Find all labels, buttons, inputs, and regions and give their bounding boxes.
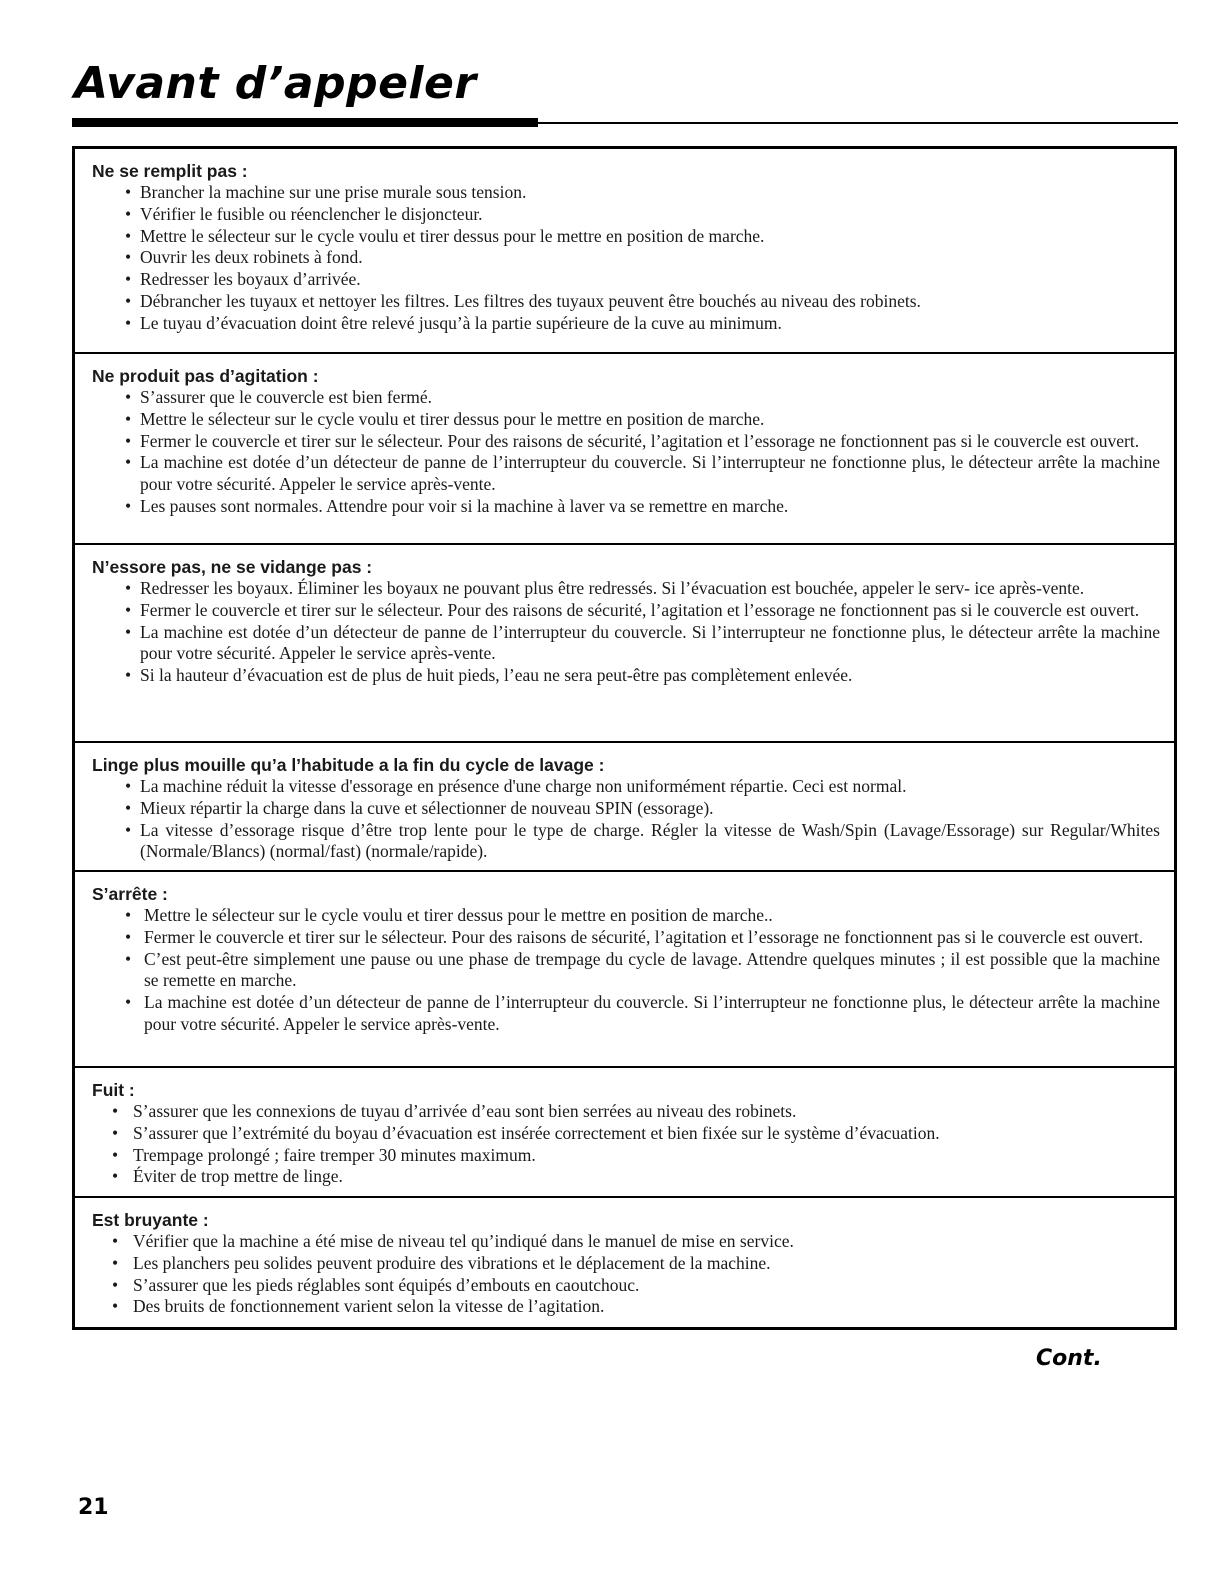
bullet-icon: • [125, 905, 132, 925]
list-item [92, 452, 1160, 496]
bullet-icon: • [125, 665, 132, 686]
list-item [92, 1296, 1160, 1318]
item-list [92, 578, 1160, 687]
page-title: Avant d’appeler [74, 58, 477, 109]
bullet-icon: • [125, 312, 132, 333]
item-text: Mettre le sélecteur sur le cycle voulu et tirer dessus pour le mettre en position de marche.. [144, 905, 773, 925]
bullet-icon: • [125, 269, 132, 290]
item-text: Si la hauteur d’évacuation est de plus de huit pieds, l’eau ne sera peut-être pas complètement enlevée. [140, 665, 853, 686]
list-item [92, 927, 1160, 949]
bullet-icon: • [112, 1231, 119, 1251]
bullet-icon: • [125, 599, 132, 620]
title-rule-thin [538, 122, 1178, 124]
bullet-icon: • [112, 1101, 119, 1121]
section-heading: Est bruyante : [92, 1210, 209, 1230]
list-item [92, 204, 1160, 226]
bullet-icon: • [125, 992, 132, 1013]
list-item [92, 1145, 1160, 1167]
bullet-icon: • [112, 1296, 119, 1317]
list-item [92, 1166, 1160, 1188]
section-ne-produit-pas-agitation [75, 352, 1174, 543]
item-list [92, 905, 1160, 1036]
bullet-icon: • [125, 819, 132, 840]
section-linge-plus-mouille [75, 741, 1174, 870]
section-est-bruyante [75, 1196, 1174, 1327]
list-item [92, 1253, 1160, 1275]
item-text: Redresser les boyaux d’arrivée. [140, 269, 361, 290]
item-text: C’est peut-être simplement une pause ou une phase de trempage du cycle de lavage. Attendre quelques minutes ; il est possible que la machine se remette en marche. [144, 948, 1160, 991]
section-heading: Ne produit pas d’agitation : [92, 366, 319, 386]
item-text: La vitesse d’essorage risque d’être trop lente pour le type de charge. Régler la vitesse de Wash/Spin (Lavage/Essorage) sur Regular/Whites (Normale/Blancs) (normal/fast) (normale/rapide). [140, 819, 1160, 862]
item-text: La machine est dotée d’un détecteur de panne de l’interrupteur du couvercle. Si l’interrupteur ne fonctionne plus, le détecteur arrête la machine pour votre sécurité. Appeler le service après-vente. [140, 621, 1160, 664]
list-item [92, 820, 1160, 864]
bullet-icon: • [125, 495, 132, 516]
bullet-icon: • [125, 203, 132, 224]
bullet-icon: • [125, 948, 132, 969]
list-item [92, 269, 1160, 291]
list-item [92, 182, 1160, 204]
bullet-icon: • [125, 926, 132, 947]
bullet-icon: • [125, 387, 132, 407]
item-text: Mettre le sélecteur sur le cycle voulu et tirer dessus pour le mettre en position de marche. [140, 225, 765, 246]
bullet-icon: • [125, 430, 132, 451]
bullet-icon: • [112, 1252, 119, 1273]
list-item [92, 496, 1160, 518]
item-list [92, 1231, 1160, 1318]
item-text: Fermer le couvercle et tirer sur le sélecteur. Pour des raisons de sécurité, l’agitation et l’essorage ne fonctionnent pas si le couvercle est ouvert. [140, 599, 1140, 620]
item-text: La machine est dotée d’un détecteur de panne de l’interrupteur du couvercle. Si l’interrupteur ne fonctionne plus, le détecteur arrête la machine pour votre sécurité. Appeler le service après-vente. [144, 992, 1160, 1034]
bullet-icon: • [125, 290, 132, 311]
item-text: Fermer le couvercle et tirer sur le sélecteur. Pour des raisons de sécurité, l’agitation et l’essorage ne fonctionnent pas si le couvercle est ouvert. [140, 430, 1140, 451]
item-text: Débrancher les tuyaux et nettoyer les filtres. Les filtres des tuyaux peuvent être bouchés au niveau des robinets. [140, 290, 921, 311]
bullet-icon: • [125, 452, 132, 473]
item-list [92, 387, 1160, 518]
item-text: Éviter de trop mettre de linge. [133, 1166, 343, 1187]
section-heading: N’essore pas, ne se vidange pas : [92, 557, 373, 577]
list-item [92, 776, 1160, 798]
section-heading: S’arrête : [92, 884, 168, 904]
section-heading: Ne se remplit pas : [92, 161, 248, 181]
list-item [92, 1275, 1160, 1297]
item-text: La machine réduit la vitesse d'essorage en présence d'une charge non uniformément répartie. Ceci est normal. [140, 776, 907, 796]
item-list [92, 776, 1160, 863]
list-item [92, 1123, 1160, 1145]
bullet-icon: • [125, 408, 132, 429]
bullet-icon: • [112, 1166, 119, 1187]
bullet-icon: • [125, 225, 132, 246]
item-text: Les pauses sont normales. Attendre pour voir si la machine à laver va se remettre en marche. [140, 495, 789, 516]
bullet-icon: • [125, 621, 132, 642]
item-text: Mettre le sélecteur sur le cycle voulu et tirer dessus pour le mettre en position de marche. [140, 408, 765, 429]
section-heading: Linge plus mouille qu’a l’habitude a la fin du cycle de lavage : [92, 755, 605, 775]
troubleshooting-table [72, 146, 1177, 1330]
list-item [92, 313, 1160, 335]
item-text: S’assurer que le couvercle est bien fermé. [140, 387, 433, 407]
list-item [92, 247, 1160, 269]
item-text: S’assurer que les pieds réglables sont équipés d’embouts en caoutchouc. [133, 1274, 640, 1295]
item-text: Vérifier le fusible ou réenclencher le disjoncteur. [140, 203, 483, 224]
section-sarrete [75, 870, 1174, 1066]
item-text: Mieux répartir la charge dans la cuve et sélectionner de nouveau SPIN (essorage). [140, 797, 714, 818]
item-text: S’assurer que les connexions de tuyau d’arrivée d’eau sont bien serrées au niveau des robinets. [133, 1101, 797, 1121]
item-text: Vérifier que la machine a été mise de niveau tel qu’indiqué dans le manuel de mise en service. [133, 1231, 794, 1251]
list-item [92, 1101, 1160, 1123]
bullet-icon: • [125, 182, 132, 202]
list-item [92, 1231, 1160, 1253]
list-item [92, 431, 1160, 453]
item-text: La machine est dotée d’un détecteur de panne de l’interrupteur du couvercle. Si l’interrupteur ne fonctionne plus, le détecteur arrête la machine pour votre sécurité. Appeler le service après-vente. [140, 452, 1160, 495]
list-item [92, 622, 1160, 666]
list-item [92, 291, 1160, 313]
list-item [92, 600, 1160, 622]
item-text: Fermer le couvercle et tirer sur le sélecteur. Pour des raisons de sécurité, l’agitation et l’essorage ne fonctionnent pas si le couvercle est ouvert. [144, 926, 1144, 947]
item-text: Trempage prolongé ; faire tremper 30 minutes maximum. [133, 1144, 536, 1165]
bullet-icon: • [125, 247, 132, 268]
section-heading: Fuit : [92, 1080, 135, 1100]
section-ne-se-remplit-pas [75, 149, 1174, 352]
list-item [92, 798, 1160, 820]
list-item [92, 905, 1160, 927]
bullet-icon: • [125, 797, 132, 818]
item-text: Ouvrir les deux robinets à fond. [140, 247, 363, 268]
list-item [92, 992, 1160, 1036]
item-text: S’assurer que l’extrémité du boyau d’évacuation est insérée correctement et bien fixée sur le système d’évacuation. [133, 1122, 940, 1143]
bullet-icon: • [112, 1274, 119, 1295]
item-list [92, 1101, 1160, 1188]
item-text: Des bruits de fonctionnement varient selon la vitesse de l’agitation. [133, 1296, 605, 1317]
item-text: Les planchers peu solides peuvent produire des vibrations et le déplacement de la machine. [133, 1252, 771, 1273]
list-item [92, 578, 1160, 600]
list-item [92, 665, 1160, 687]
list-item [92, 409, 1160, 431]
bullet-icon: • [125, 776, 132, 796]
item-text: Le tuyau d’évacuation doint être relevé jusqu’à la partie supérieure de la cuve au minimum. [140, 312, 782, 333]
list-item [92, 226, 1160, 248]
list-item [92, 387, 1160, 409]
bullet-icon: • [125, 578, 132, 598]
page-number: 21 [78, 1495, 109, 1520]
continued-label: Cont. [1036, 1346, 1102, 1371]
bullet-icon: • [112, 1122, 119, 1143]
section-fuit [75, 1066, 1174, 1196]
item-text: Brancher la machine sur une prise murale sous tension. [140, 182, 527, 202]
item-list [92, 182, 1160, 335]
item-text: Redresser les boyaux. Éliminer les boyaux ne pouvant plus être redressés. Si l’évacuation est bouchée, appeler le serv- ice après-vente. [140, 578, 1085, 598]
section-nessore-pas [75, 543, 1174, 741]
title-rule-thick [72, 118, 538, 127]
bullet-icon: • [112, 1144, 119, 1165]
list-item [92, 949, 1160, 993]
